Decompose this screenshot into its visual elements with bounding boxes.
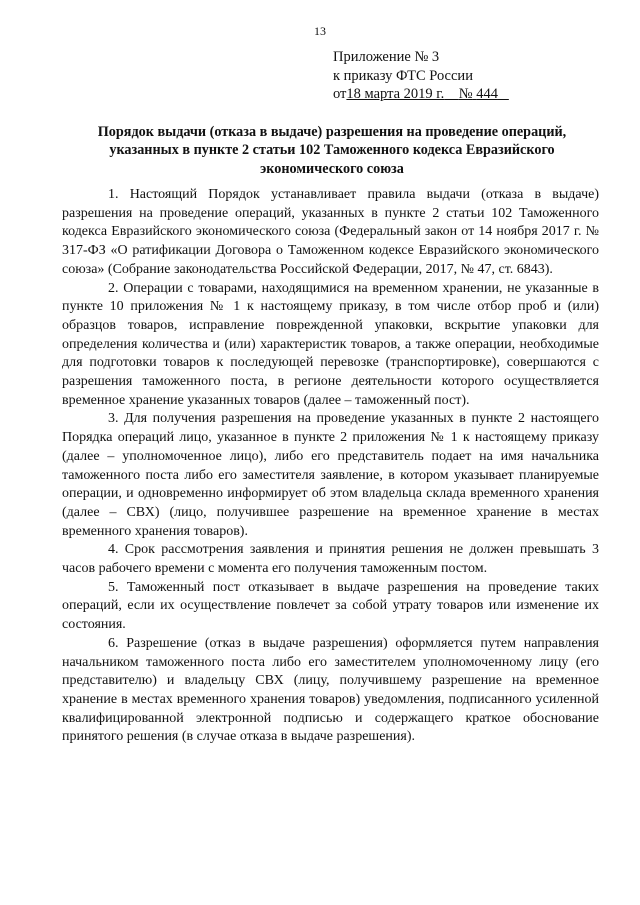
order-number: 444 (476, 86, 498, 102)
date-prefix: от (333, 86, 347, 102)
document-body (62, 186, 599, 747)
paragraph-1: 1. Настоящий Порядок устанавливает правила выдачи (отказа в выдаче) разрешения на проведение операций, указанных в пункте 2 статьи 102 Таможенного кодекса Евразийского экономического союза (Федеральный закон от 14 ноября 2017 г. № 317-ФЗ «О ратификации Договора о Таможенном кодексе Евразийского экономического союза» (Собрание законодательства Российской Федерации, 2017, № 47, ст. 6843). (62, 187, 599, 277)
paragraph-4: 4. Срок рассмотрения заявления и принятия решения не должен превышать 3 часов рабочего времени с момента его получения таможенным постом. (62, 542, 599, 577)
paragraph-5: 5. Таможенный пост отказывает в выдаче разрешения на проведение таких операций, если их осуществление повлечет за собой утрату товаров или изменение их состояния. (62, 579, 599, 633)
underline-gap (498, 86, 509, 102)
paragraph-2: 2. Операции с товарами, находящимися на временном хранении, не указанные в пункте 10 приложения № 1 к настоящему приказу, в том числе отбор проб и (или) образцов товаров, исправление поврежденной упаковки, вскрытие упаковки для определения количества и (или) характеристик товаров, а также операции, необходимые для подготовки товаров к последующей перевозке (транспортировке), совершаются с разрешения таможенного поста, в регионе деятельности которого осуществляется временное хранение указанных товаров (далее – таможенный пост). (62, 280, 599, 408)
appendix-date-line (333, 85, 509, 104)
number-sign: № (458, 86, 473, 102)
underline-gap (444, 86, 459, 102)
appendix-order-reference: к приказу ФТС России (333, 67, 473, 84)
paragraph-6: 6. Разрешение (отказ в выдаче разрешения) оформляется путем направления начальником таможенного поста либо его заместителем уполномоченному лицу (его представителю) и владельцу СВХ (лицу, получившему разрешение на временное хранение в местах временного хранения товаров) уведомления, подписанного усиленной квалифицированной электронной подписью и содержащего краткое обоснование принятого решения (в случае отказа в выдаче разрешения). (62, 635, 599, 745)
page-number: 13 (314, 24, 326, 38)
paragraph-3: 3. Для получения разрешения на проведение указанных в пункте 2 настоящего Порядка операций лицо, указанное в пункте 2 приложения № 1 к настоящему приказу (далее – уполномоченное лицо), либо его представитель подает на имя начальника таможенного поста либо его заместителя заявление, в котором указывает планируемые операции, и одновременно информирует об этом владельца склада временного хранения (далее – СВХ) (лицо, получившее разрешение на временное хранение в местах временного хранения товаров). (62, 411, 599, 539)
appendix-title: Приложение № 3 (333, 49, 440, 65)
document-title: Порядок выдачи (отказа в выдаче) разрешения на проведение операций, указанных в пункте 2 статьи 102 Таможенного кодекса Евразийского экономического союза (97, 124, 567, 177)
appendix-block (333, 48, 509, 104)
order-date: 18 марта 2019 г. (346, 86, 445, 102)
